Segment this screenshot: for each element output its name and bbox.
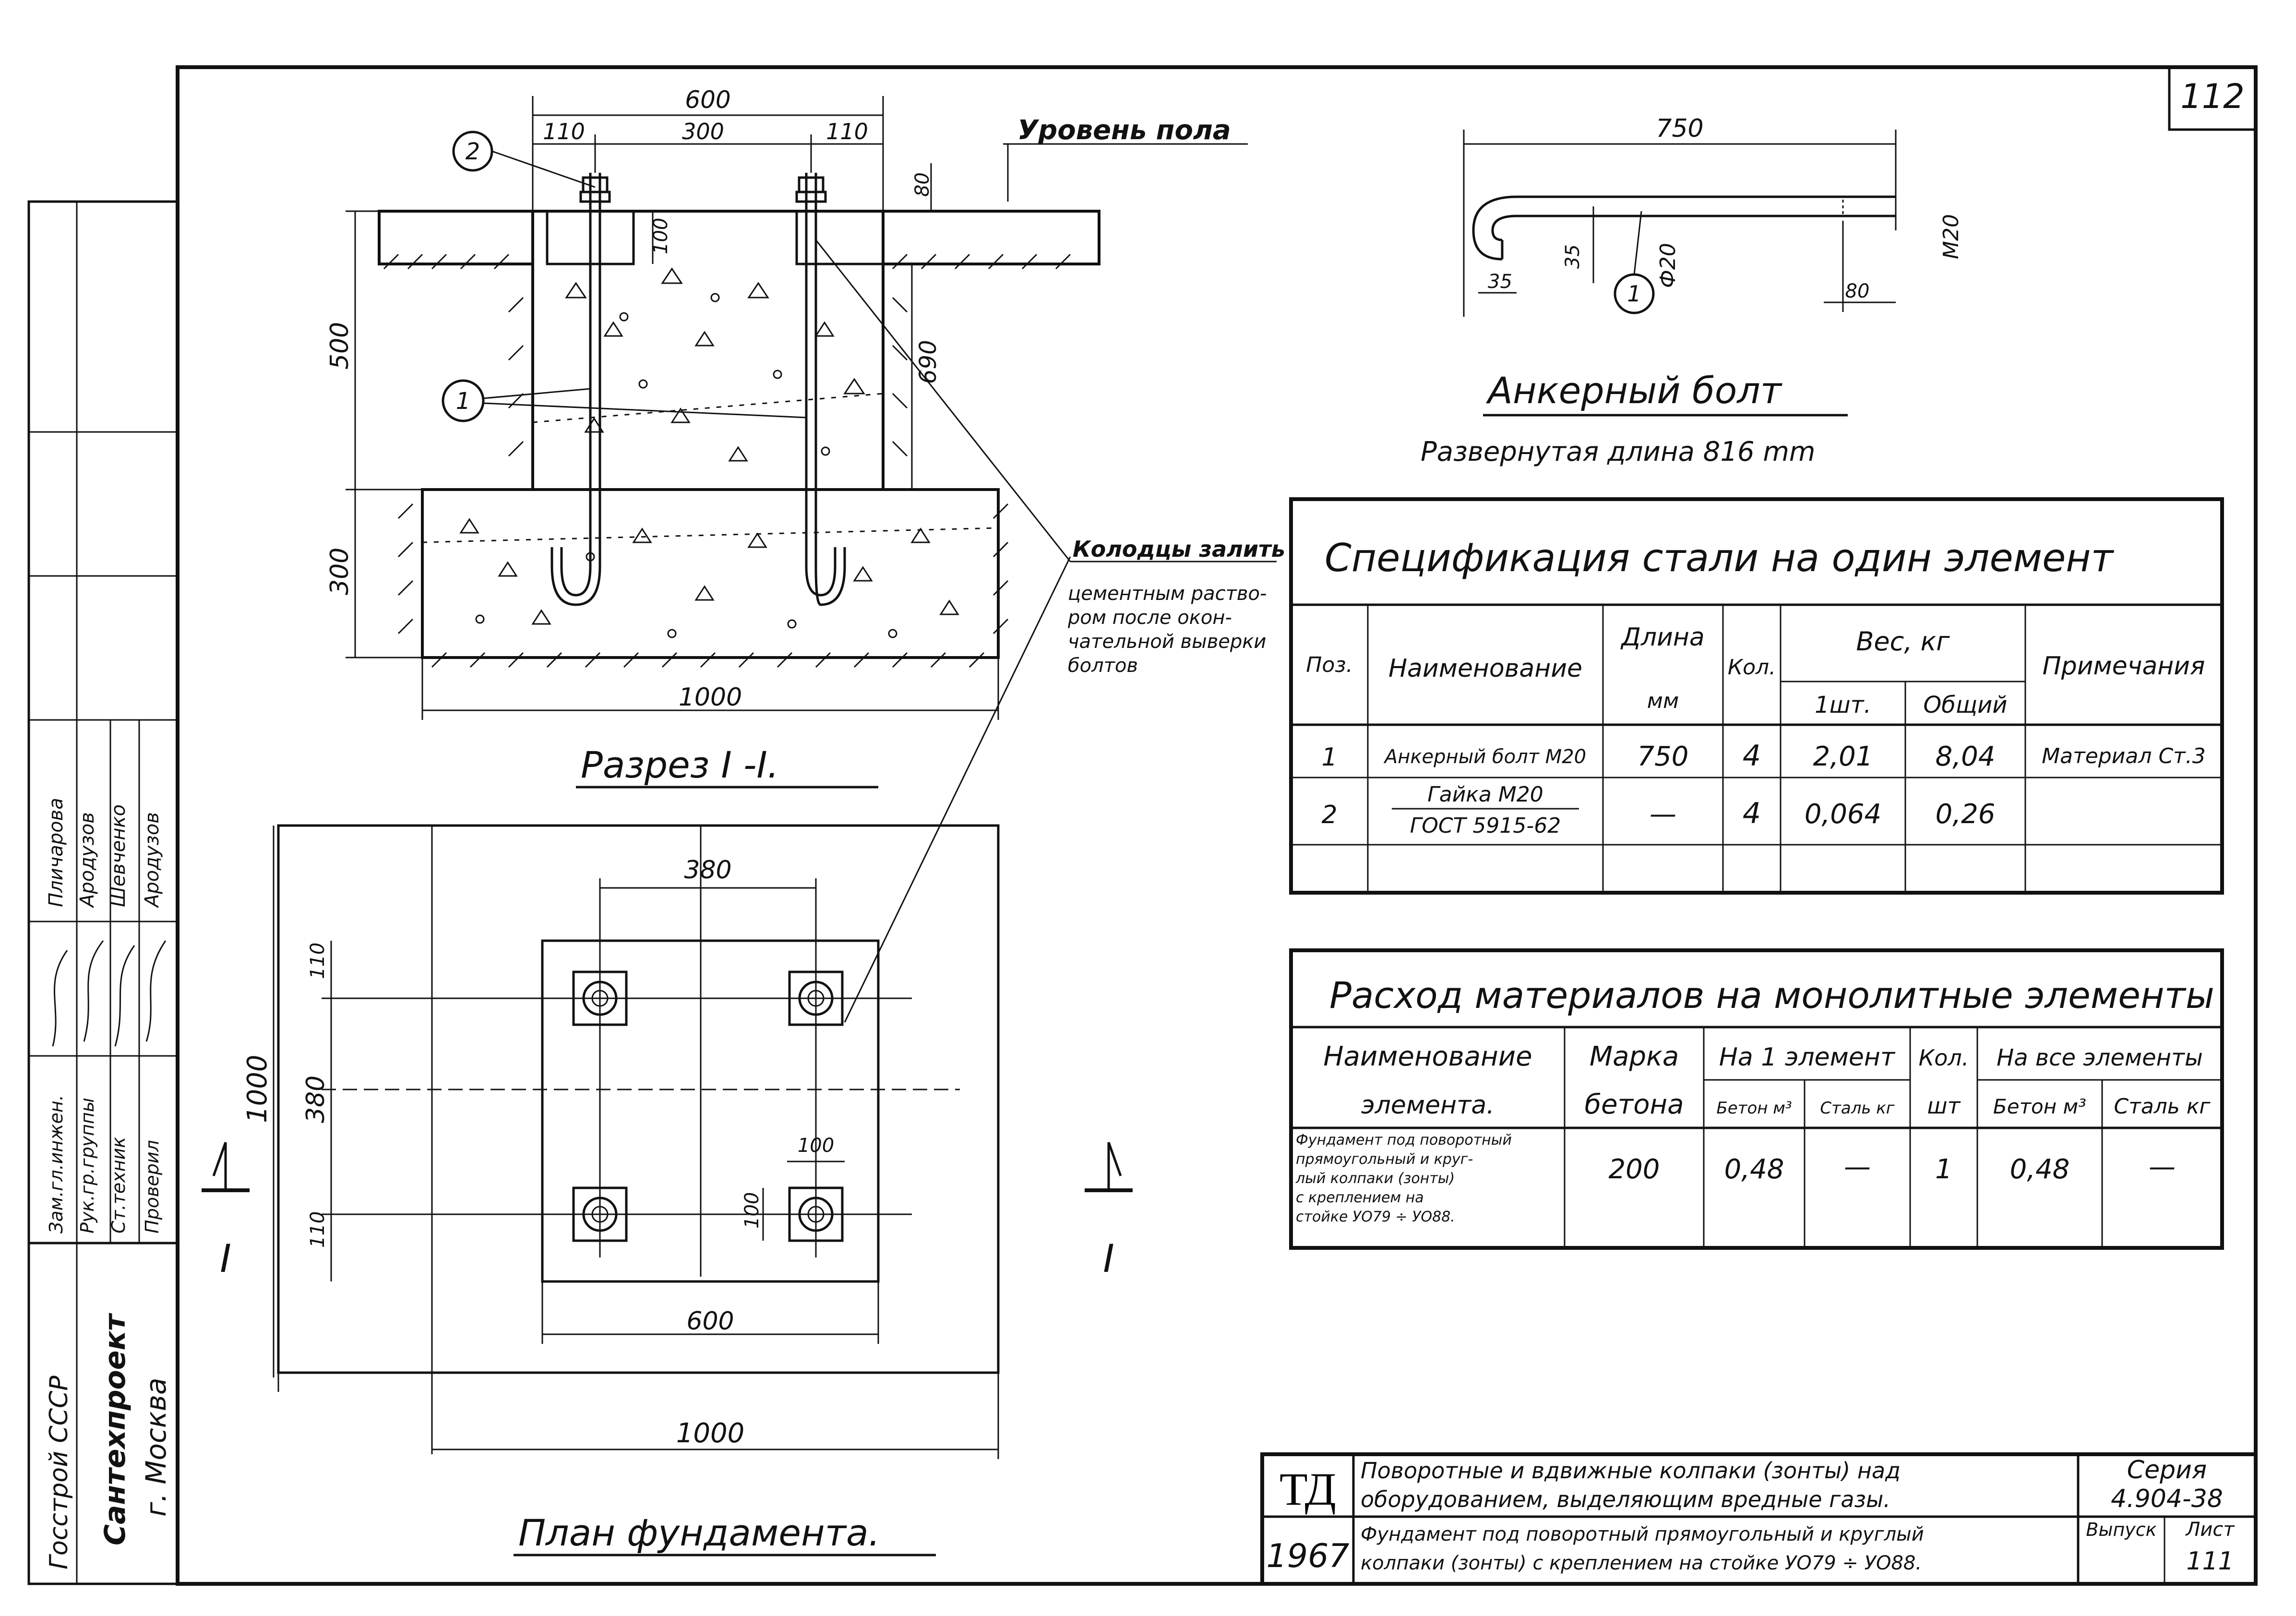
stamp-line1b: оборудованием, выделяющим вредные газы. <box>1361 1486 1890 1512</box>
r2-name-1: Гайка М20 <box>1427 782 1543 807</box>
hdr-weight-total: Общий <box>1923 692 2008 718</box>
plan-dim-pocket-w: 100 <box>797 1135 835 1157</box>
hdr-weight: Вес, кг <box>1856 626 1950 657</box>
hdr-pos: Поз. <box>1306 653 1353 677</box>
plan-base <box>278 826 998 1373</box>
mh-name: Наименование <box>1323 1041 1532 1072</box>
mh-per-all: На все элементы <box>1997 1044 2203 1071</box>
org-2: Сантехпроект <box>98 1314 132 1545</box>
note-line-2: ром после окон- <box>1068 607 1232 629</box>
bolt-thread: M20 <box>1939 214 1963 259</box>
bolt-thread-length: 80 <box>1845 280 1870 302</box>
r1-each: 2,01 <box>1813 741 1873 772</box>
stamp-issue-label: Выпуск <box>2086 1519 2157 1540</box>
note-line-1: цементным раство- <box>1068 583 1267 605</box>
bolt-detail-subtitle: Развернутая длина 816 mm <box>1421 436 1816 467</box>
mr-concrete-one: 0,48 <box>1724 1154 1784 1185</box>
callout-bolt: 1 <box>455 388 471 415</box>
svg-text:I: I <box>1103 1236 1114 1281</box>
r1-qty: 4 <box>1742 739 1761 773</box>
r2-total: 0,26 <box>1935 799 1996 830</box>
bolt-diameter: Ф20 <box>1656 243 1680 288</box>
note-line-4: болтов <box>1068 655 1138 677</box>
r1-total: 8,04 <box>1935 741 1996 772</box>
mr-name-2: прямоугольный и круг- <box>1296 1151 1473 1168</box>
mr-steel-one: — <box>1844 1151 1871 1183</box>
plan-dim-edge-top: 110 <box>307 942 329 979</box>
dim-bolt-height: 690 <box>915 340 942 384</box>
stamp-series-label: Серия <box>2127 1456 2207 1484</box>
plan-dim-bolt-x: 380 <box>684 856 732 885</box>
bolt-length: 750 <box>1656 114 1704 143</box>
plan-dim-base-width: 1000 <box>676 1418 745 1449</box>
materials-table <box>1291 950 2222 1248</box>
stamp-line2a: Фундамент под поворотный прямоугольный и круглый <box>1361 1523 1924 1545</box>
plan-dim-edge-bottom: 110 <box>307 1211 329 1248</box>
dim-pocket-depth: 100 <box>650 217 672 254</box>
mr-concrete-all: 0,48 <box>2009 1154 2070 1185</box>
plan-dim-base-height: 1000 <box>242 1054 273 1123</box>
org-1: Госстрой СССР <box>45 1376 73 1569</box>
hdr-length: Длина <box>1621 623 1705 652</box>
bolt-detail-title: Анкерный болт <box>1488 369 1782 412</box>
steel-spec-table <box>1291 499 2222 893</box>
r2-qty: 4 <box>1742 797 1761 830</box>
stamp-td: ТД <box>1279 1463 1337 1515</box>
bolt-hook-width: 35 <box>1488 271 1512 293</box>
dim-top-thickness: 80 <box>911 172 933 197</box>
plan-dim-pocket-h: 100 <box>741 1192 763 1229</box>
org-3: г. Москва <box>140 1377 172 1517</box>
plan-pedestal <box>542 941 878 1281</box>
mr-steel-all: — <box>2149 1151 2176 1183</box>
r2-each: 0,064 <box>1804 799 1882 830</box>
callout-nut: 2 <box>465 138 480 165</box>
r1-notes: Материал Ст.3 <box>2042 744 2206 768</box>
dim-upper-height: 500 <box>325 322 354 370</box>
stamp-sheet-label: Лист <box>2186 1519 2235 1541</box>
bolt-detail-callout: 1 <box>1627 281 1641 307</box>
stamp-series: 4.904-38 <box>2111 1484 2223 1513</box>
stamp-sheet: 111 <box>2186 1547 2234 1576</box>
side-title-block <box>29 202 178 1584</box>
svg-text:I: I <box>220 1236 231 1281</box>
mh-steel-one: Сталь кг <box>1820 1099 1895 1118</box>
hdr-weight-each: 1шт. <box>1815 692 1871 718</box>
note-line-3: чательной выверки <box>1068 631 1267 653</box>
dim-top-total: 600 <box>685 86 731 114</box>
mr-name-1: Фундамент под поворотный <box>1296 1132 1512 1149</box>
name-3: Шевченко <box>108 804 130 907</box>
plan-title: План фундамента. <box>518 1511 880 1554</box>
dim-left-gap: 110 <box>543 119 585 144</box>
dim-middle-gap: 300 <box>682 119 724 144</box>
role-3: Ст.техник <box>108 1137 129 1233</box>
floor-level-label: Уровень пола <box>1017 115 1231 146</box>
plan-dim-bolt-y: 380 <box>301 1075 330 1123</box>
hdr-length-unit: мм <box>1647 689 1679 713</box>
mh-grade: Марка <box>1589 1041 1679 1072</box>
plan-view <box>202 557 1133 1555</box>
role-4: Проверил <box>142 1140 163 1233</box>
role-2: Рук.гр.группы <box>77 1098 98 1233</box>
hdr-notes: Примечания <box>2042 652 2205 681</box>
mr-name-3: лый колпаки (зонты) <box>1296 1170 1455 1187</box>
dim-lower-height: 300 <box>325 547 354 595</box>
mr-qty: 1 <box>1935 1154 1952 1185</box>
plan-dim-pedestal: 600 <box>686 1307 734 1336</box>
note-title: Колодцы залить <box>1073 536 1285 562</box>
mh-concrete-all: Бетон м³ <box>1993 1095 2087 1118</box>
mh-grade2: бетона <box>1584 1089 1684 1120</box>
mh-concrete-one: Бетон м³ <box>1716 1099 1792 1118</box>
stamp-line2b: колпаки (зонты) с креплением на стойке УО79 ÷ УО88. <box>1361 1552 1922 1574</box>
mr-name-5: стойке УО79 ÷ УО88. <box>1296 1209 1455 1225</box>
signature-marks <box>53 941 166 1046</box>
r1-length: 750 <box>1637 741 1689 772</box>
r1-name: Анкерный болт М20 <box>1384 746 1587 768</box>
name-2: Ародузов <box>76 812 98 907</box>
section-mark-right <box>1085 1142 1133 1281</box>
title-stamp <box>1262 1454 2256 1584</box>
stamp-year: 1967 <box>1266 1537 1350 1575</box>
mh-steel-all: Сталь кг <box>2114 1094 2211 1119</box>
section-mark-left <box>202 1142 250 1281</box>
section-view <box>325 86 1285 787</box>
anchor-bolt-detail <box>1421 114 1963 467</box>
mh-qty-unit: шт <box>1927 1093 1961 1119</box>
dim-right-gap: 110 <box>826 119 868 144</box>
r2-length: — <box>1650 799 1676 830</box>
name-1: Пличарова <box>45 798 67 907</box>
hdr-name: Наименование <box>1388 654 1583 683</box>
hdr-qty: Кол. <box>1727 655 1776 680</box>
mr-name-4: с креплением на <box>1296 1189 1424 1206</box>
r1-pos: 1 <box>1321 743 1338 772</box>
foundation-base <box>422 490 998 658</box>
steel-spec-title: Спецификация стали на один элемент <box>1325 536 2114 580</box>
name-4: Ародузов <box>141 812 163 907</box>
page-number: 112 <box>2180 77 2245 116</box>
dim-base-width: 1000 <box>678 683 742 712</box>
materials-title: Расход материалов на монолитные элементы <box>1329 974 2214 1017</box>
section-title: Разрез I -I. <box>581 743 779 786</box>
mh-qty: Кол. <box>1918 1045 1969 1071</box>
pedestal-upper <box>533 211 883 490</box>
r2-pos: 2 <box>1321 801 1338 829</box>
mh-per-one: На 1 элемент <box>1719 1043 1895 1072</box>
r2-name-2: ГОСТ 5915-62 <box>1410 814 1561 838</box>
mr-grade: 200 <box>1608 1154 1660 1185</box>
mh-name2: элемента. <box>1361 1091 1495 1120</box>
stamp-line1a: Поворотные и вдвижные колпаки (зонты) над <box>1361 1458 1901 1484</box>
bolt-hook-offset: 35 <box>1562 244 1584 269</box>
role-1: Зам.гл.инжен. <box>46 1095 67 1233</box>
